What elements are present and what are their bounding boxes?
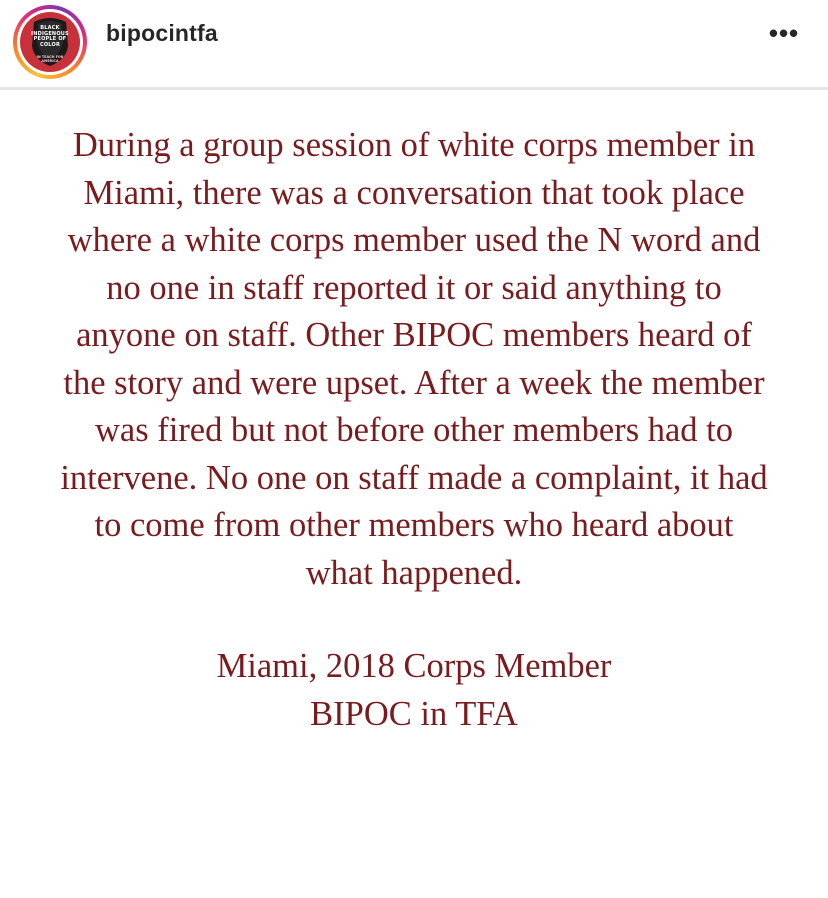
post-body-line: anyone on staff. Other BIPOC members heard of (76, 316, 752, 354)
signature-line: Miami, 2018 Corps Member (216, 647, 612, 685)
post-body-line: the story and were upset. After a week the member (63, 363, 765, 402)
post-body-line: was fired but not before other members had to (94, 411, 734, 449)
post-body-line: to come from other members who heard about (94, 506, 734, 544)
post-body-line: During a group session of white corps member in (72, 126, 756, 164)
post-header (0, 0, 828, 86)
avatar-border (17, 9, 83, 75)
username-link[interactable]: bipocintfa (106, 20, 218, 46)
post-body-line: intervene. No one on staff made a complaint, it had (60, 458, 768, 497)
signature-line: BIPOC in TFA (310, 694, 518, 733)
more-options-button[interactable]: ••• (768, 18, 800, 48)
post-signature (0, 643, 828, 738)
avatar-logo-subtext: IN TEACH FOR AMERICA (36, 55, 64, 63)
post-body-line: Miami, there was a conversation that took place (83, 173, 745, 212)
avatar-logo-text: BLACK INDIGENOUS PEOPLE OF COLOR (31, 25, 69, 48)
post-body-line: no one in staff reported it or said anything to (106, 268, 722, 307)
post-body-line: what happened. (305, 553, 523, 592)
avatar[interactable] (20, 12, 80, 72)
post-body-line: where a white corps member used the N word and (67, 221, 761, 259)
story-ring[interactable] (13, 5, 87, 79)
post-body-text (0, 122, 828, 597)
